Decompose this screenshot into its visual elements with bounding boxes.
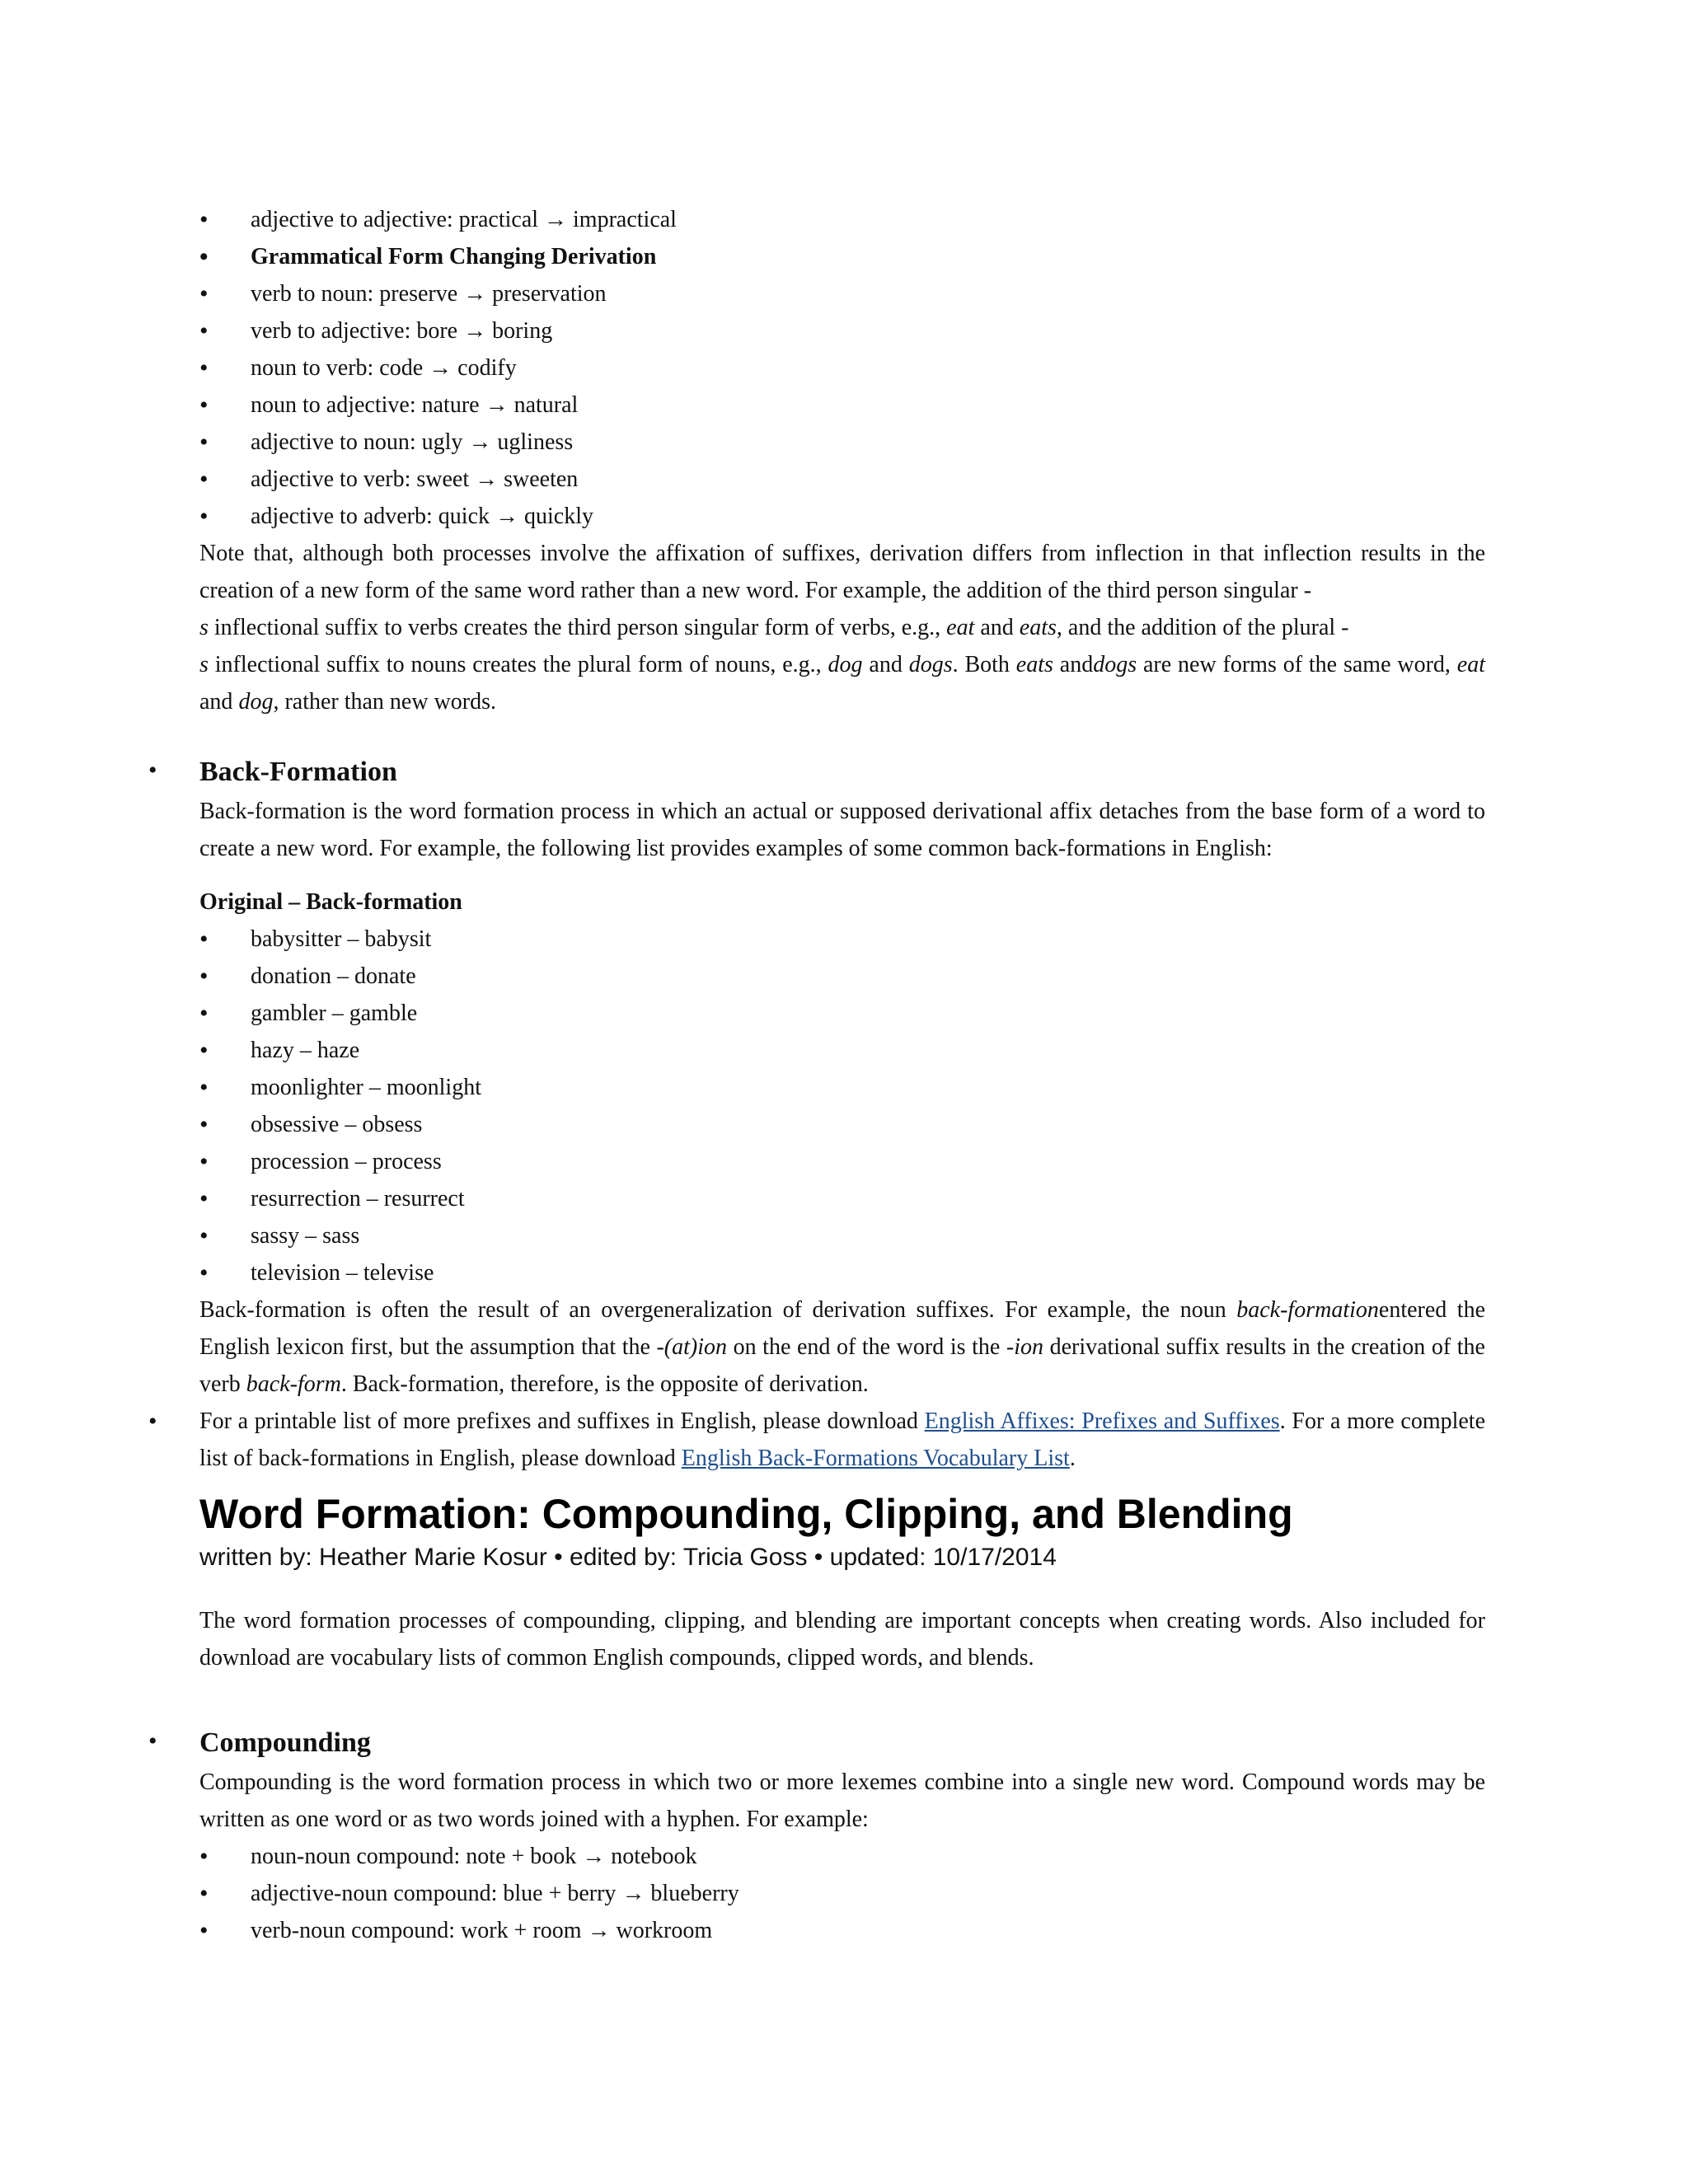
affixes-download-link[interactable]: English Affixes: Prefixes and Suffixes [924, 1408, 1280, 1434]
list-item: • donation – donate [199, 958, 1485, 995]
compounding-intro: Compounding is the word formation process in which two or more lexemes combine into a single new word. Compound words may be written as one word or as two words joined with a hyphen. For example: [199, 1769, 1485, 1832]
article-title: Word Formation: Compounding, Clipping, and Blending [199, 1491, 1293, 1537]
backformation-section [148, 752, 1486, 1403]
list-item: • adjective to adverb: quick → quickly [199, 498, 1485, 535]
list-item: • sassy – sass [199, 1217, 1485, 1254]
list-item: • verb to noun: preserve → preservation [199, 275, 1485, 312]
article-intro: The word formation processes of compounding, clipping, and blending are important concepts when creating words. Also included for download are vocabulary lists of common English compounds, clipped words, and blends. [199, 1608, 1485, 1671]
list-item: • noun to verb: code → codify [199, 349, 1485, 387]
list-item: • verb-noun compound: work + room → workroom [199, 1912, 1485, 1949]
list-item: • noun to adjective: nature → natural [199, 387, 1485, 424]
backformation-intro: Back-formation is the word formation process in which an actual or supposed derivational affix detaches from the base form of a word to create a new word. For example, the following list provides examples of some common back-formations in English: [199, 799, 1485, 861]
backformation-list [199, 921, 1485, 1291]
compounding-section [148, 1722, 1485, 1949]
list-item: • moonlighter – moonlight [199, 1069, 1485, 1106]
section-title: Compounding [199, 1727, 371, 1758]
bullet-icon: • [148, 1408, 157, 1435]
note-paragraph: Note that, although both processes involve the affixation of suffixes, derivation differs from inflection in that inflection results in the creation of a new form of the same word rather than a new word. For example, the addition of the third person singular - s inflectional suffix to verbs creates the third person singular form of verbs, e.g., eat and eats, and the addition of the plural - s inflectional suffix to nouns creates the plural form of nouns, e.g., dog and dogs. Both eats anddogs are new forms of the same word, eat and dog, rather than new words. [199, 541, 1485, 715]
list-item: • adjective to adjective: practical → impractical [199, 201, 1485, 238]
list-item: • adjective to verb: sweet → sweeten [199, 461, 1485, 498]
list-item: • procession – process [199, 1143, 1485, 1180]
backformation-closing: Back-formation is often the result of an overgeneralization of derivation suffixes. For example, the noun back-formationentered the English lexicon first, but the assumption that the -(at)ion on the end of the word is the -ion derivational suffix results in the creation of the verb back-form. Back-formation, therefore, is the opposite of derivation. [199, 1297, 1486, 1397]
list-item: • television – televise [199, 1254, 1485, 1291]
list-item: • obsessive – obsess [199, 1106, 1485, 1143]
document-body [148, 201, 1486, 1949]
derivation-list [199, 201, 1485, 535]
downloads-item [148, 1403, 1486, 1477]
downloads-paragraph: For a printable list of more prefixes and suffixes in English, please download English Affixes: Prefixes and Suffixes. For a more complete list of back-formations in English, please download English Back-Formations Vocabulary List. [199, 1408, 1486, 1471]
list-item: • hazy – haze [199, 1032, 1485, 1069]
list-item: • resurrection – resurrect [199, 1180, 1485, 1217]
article-byline: written by: Heather Marie Kosur • edited by: Tricia Goss • updated: 10/17/2014 [199, 1544, 1057, 1571]
backformation-list-header: Original – Back-formation [199, 889, 462, 915]
list-item: • noun-noun compound: note + book → notebook [199, 1838, 1485, 1875]
list-item: • babysitter – babysit [199, 921, 1485, 958]
bullet-icon: • [148, 757, 157, 784]
backformations-download-link[interactable]: English Back-Formations Vocabulary List [681, 1446, 1070, 1471]
compounding-list [199, 1838, 1485, 1949]
list-item: • gambler – gamble [199, 995, 1485, 1032]
list-item: • adjective-noun compound: blue + berry → blueberry [199, 1875, 1485, 1912]
list-item: • adjective to noun: ugly → ugliness [199, 424, 1485, 461]
list-item: • verb to adjective: bore → boring [199, 312, 1485, 349]
list-item-heading: • Grammatical Form Changing Derivation [199, 238, 1485, 275]
bullet-icon: • [148, 1727, 157, 1755]
section-title: Back-Formation [199, 757, 397, 787]
